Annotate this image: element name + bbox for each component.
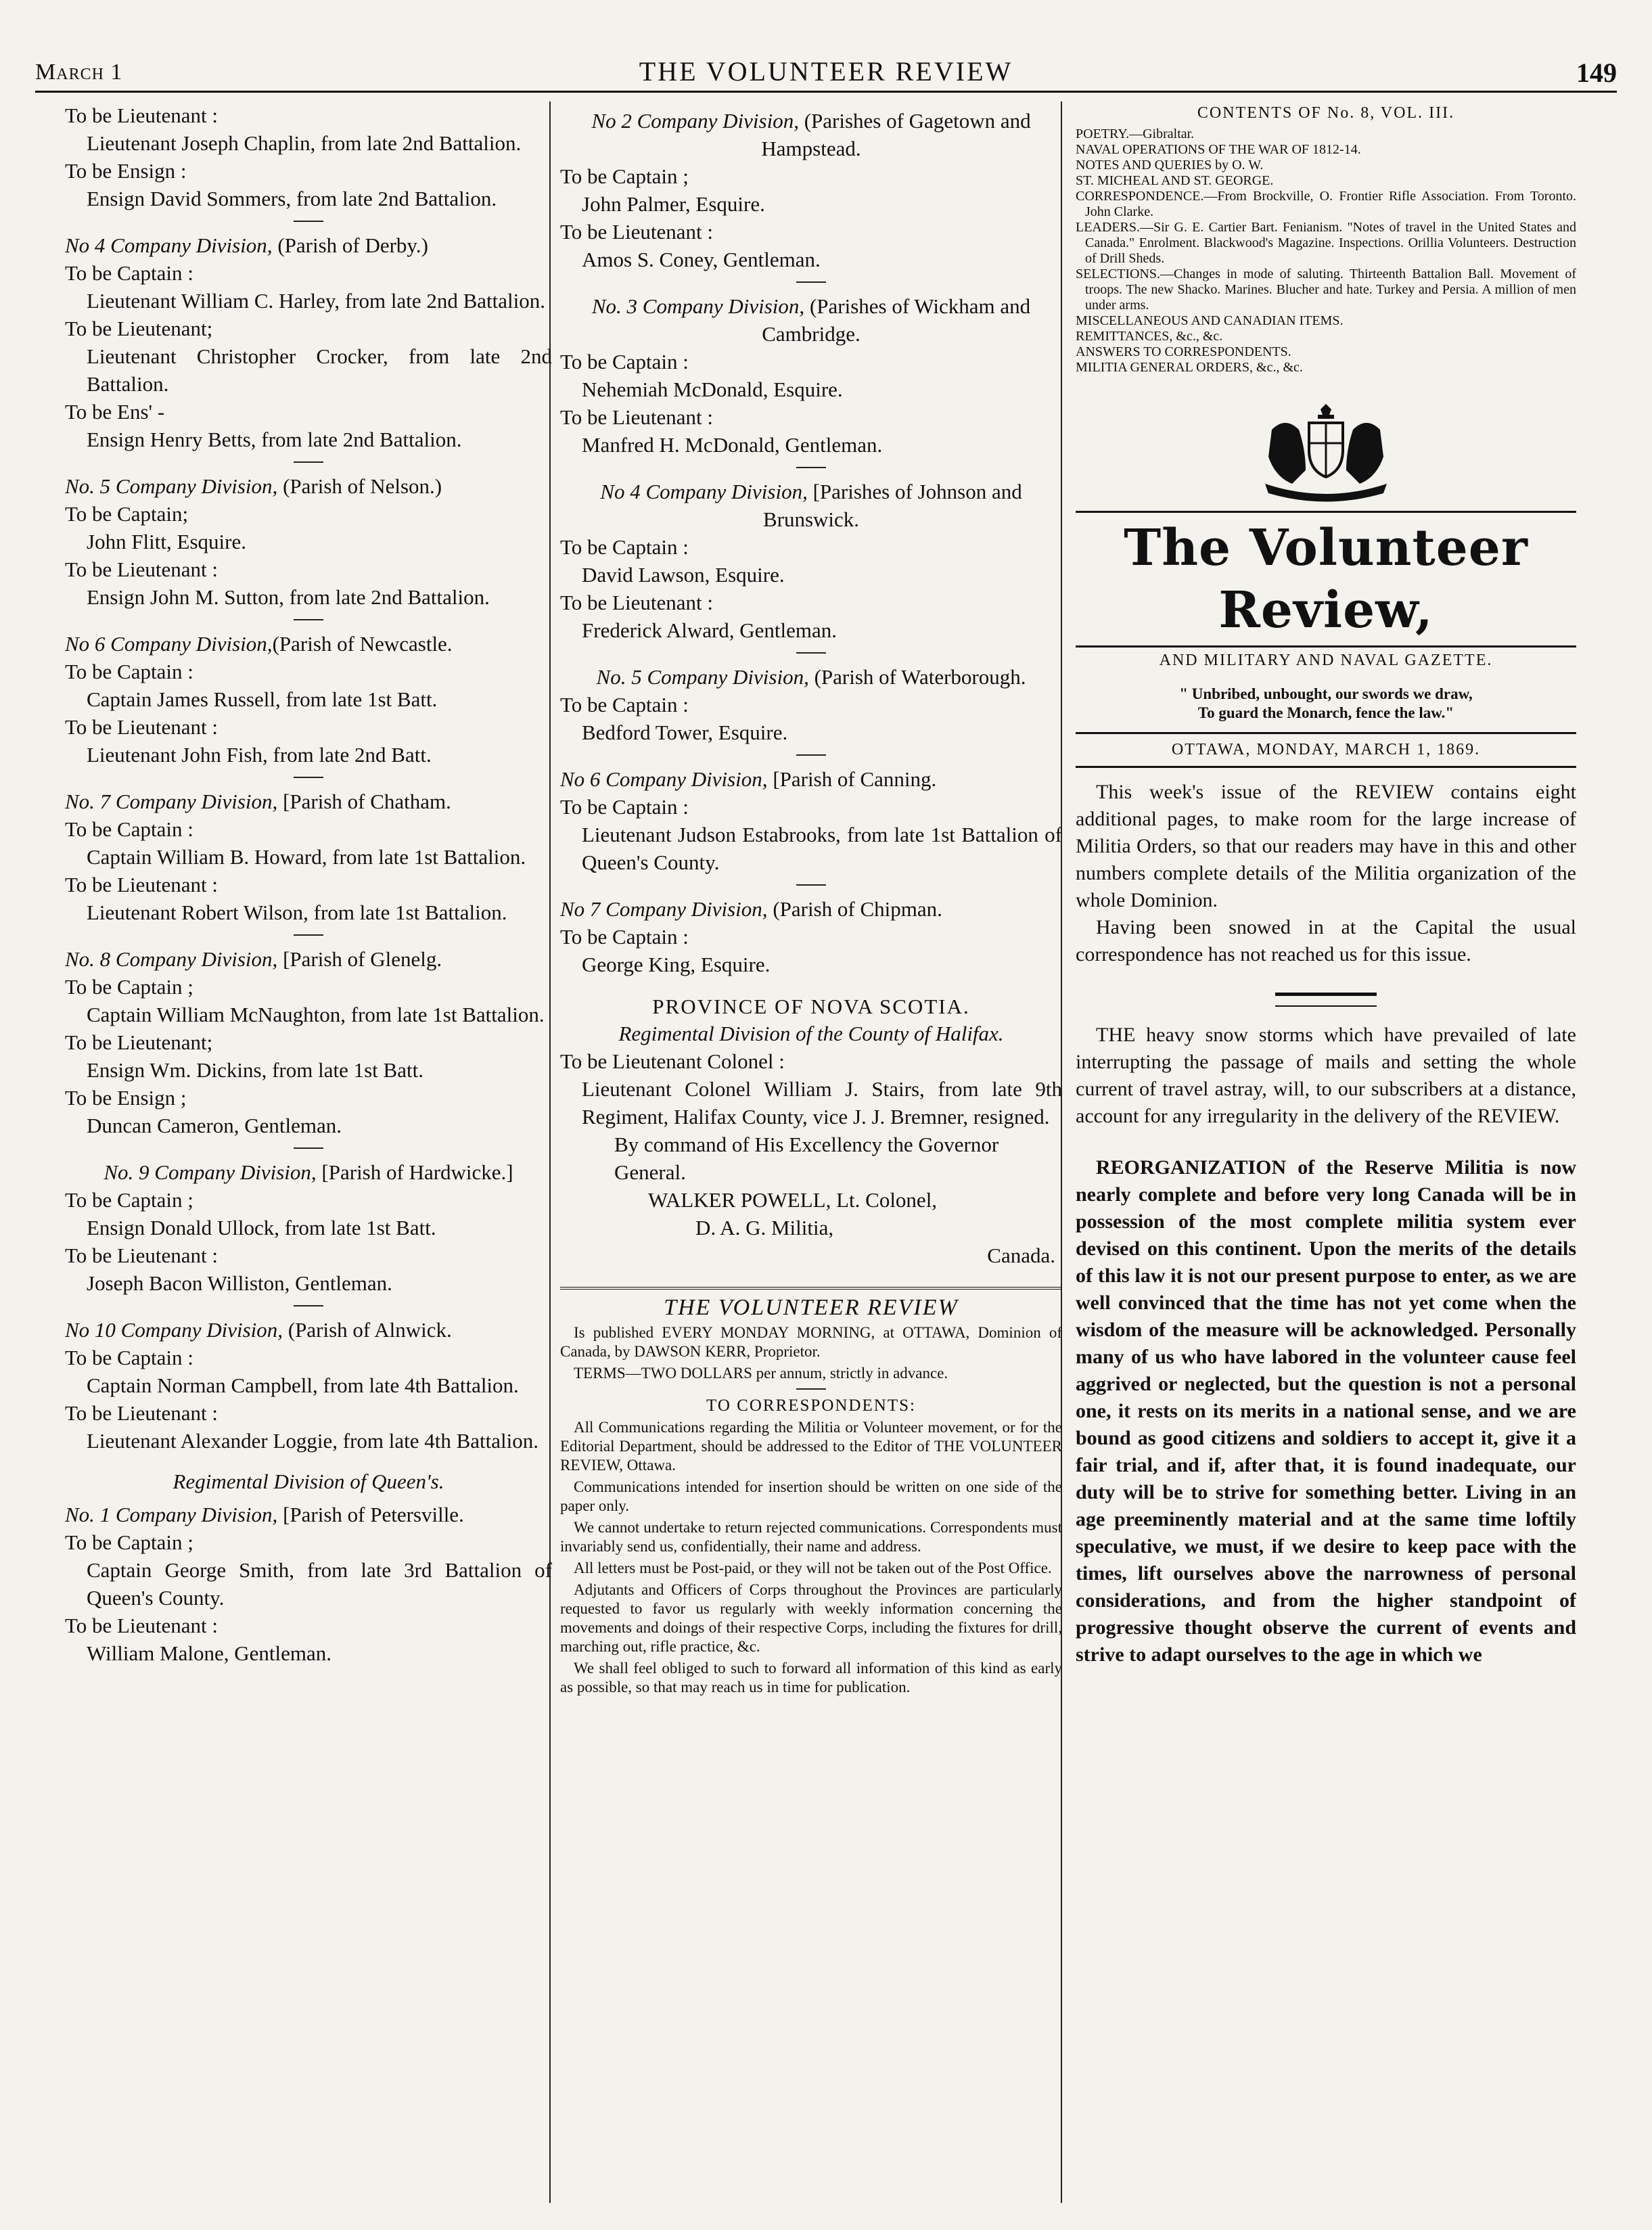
contents-item: MISCELLANEOUS AND CANADIAN ITEMS. — [1076, 313, 1344, 328]
division-heading: No 2 Company Division, (Parishes of Gagetown and Hampstead. — [591, 109, 1031, 160]
officer-name: Nehemiah McDonald, Esquire. — [582, 378, 843, 401]
division-heading: No. 5 Company Division, (Parish of Waterborough. — [596, 665, 1026, 689]
editorial-paragraph: REORGANIZATION of the Reserve Militia is now nearly complete and before very long Canada will be in possession of the most complete militia system ever devised on this continent. Upon the merits of the details of this law it is not our present purpose to enter, as we are well convinced that the time has not yet come when the wisdom of the measure will be acknowledged. Personally many of us who have labored in the volunteer cause feel aggrived or neglected, but the question is not a personal one, it rests on its merits in a national sense, and we are bound as good citizens and soldiers to accept it, give it a fair trial, and if, after that, it is found inadequate, our duty will be to strive for something better. Living in an age preeminently material and at the same time loftily speculative, we must, if we desire to keep pace with the times, lift ourselves above the narrowness of personal considerations, and from the higher standpoint of progressive thought observe the current of events and strive to adapt ourselves to the age in which we — [1076, 1156, 1576, 1666]
contents-item: REMITTANCES, &c., &c. — [1076, 329, 1223, 344]
contents-item: LEADERS.—Sir G. E. Cartier Bart. Fenianism. "Notes of travel in the United States and Canada." Enrolment. Blackwood's Magazine. Inspections. Orillia Volunteers. Destruction of Drill Sheds. — [1076, 220, 1576, 266]
corr-paragraph: Adjutants and Officers of Corps throughout the Provinces are particularly requested to favor us regularly with weekly information concerning the movements and doings of their respective Corps, including the fixtures for drill, marching out, rifle practice, &c. — [560, 1581, 1062, 1655]
rank-label: To be Captain : — [65, 817, 193, 841]
division-heading: No. 3 Company Division, (Parishes of Wickham and Cambridge. — [591, 294, 1031, 346]
officer-name: Ensign Henry Betts, from late 2nd Battalion. — [87, 428, 462, 451]
dateline: OTTAWA, MONDAY, MARCH 1, 1869. — [1171, 741, 1481, 758]
separator — [294, 1305, 323, 1306]
officer-name: Bedford Tower, Esquire. — [582, 721, 788, 744]
officer-name: Lieutenant William C. Harley, from late 2nd Battalion. — [87, 289, 545, 313]
contents-item: POETRY.—Gibraltar. — [1076, 127, 1195, 141]
rank-label: To be Lieutenant : — [560, 220, 713, 244]
officer-name: David Lawson, Esquire. — [582, 563, 785, 587]
separator — [294, 221, 323, 222]
officer-name: Lieutenant Judson Estabrooks, from late 1st Battalion of Queen's County. — [582, 823, 1062, 874]
rank-label: To be Lieutenant : — [65, 1244, 218, 1267]
officer-name: Captain George Smith, from late 3rd Battalion of Queen's County. — [87, 1558, 552, 1610]
officer-entry — [65, 101, 552, 212]
officer-name: Duncan Cameron, Gentleman. — [87, 1114, 342, 1137]
rank-label: To be Captain : — [65, 1346, 193, 1369]
officer-entry — [560, 923, 1062, 978]
officer-name: Lieutenant Alexander Loggie, from late 4th Battalion. — [87, 1429, 539, 1453]
correspondents-body — [560, 1418, 1062, 1697]
regimental-division-heading: Regimental Division of Queen's. — [173, 1470, 444, 1493]
corr-paragraph: We shall feel obliged to such to forward all information of this kind as early as possible, so that may reach us in time for publication. — [560, 1660, 1062, 1696]
separator — [294, 777, 323, 778]
editorial-text — [1076, 1022, 1576, 1130]
rank-label: To be Ens' - — [65, 400, 165, 424]
ornament-divider — [1275, 993, 1377, 1007]
contents-heading: CONTENTS OF No. 8, VOL. III. — [1197, 104, 1455, 122]
column-2 — [560, 101, 1062, 2203]
correspondents-heading: TO CORRESPONDENTS: — [706, 1396, 916, 1415]
rank-label: To be Captain; — [65, 502, 189, 526]
coat-of-arms-icon — [1245, 403, 1407, 504]
rank-label: To be Captain : — [560, 535, 689, 559]
masthead-rule — [1076, 732, 1576, 734]
signature-block — [560, 1131, 1062, 1269]
contents-item: CORRESPONDENCE.—From Brockville, O. Frontier Rifle Association. From Toronto. John Clarke. — [1076, 189, 1576, 219]
rank-label: To be Captain : — [560, 350, 689, 373]
separator — [796, 754, 826, 756]
separator — [796, 884, 826, 886]
motto-line: " Unbribed, unbought, our swords we draw, — [1179, 685, 1473, 702]
rank-label: To be Lieutenant : — [65, 873, 218, 896]
officer-name: Lieutenant Robert Wilson, from late 1st Battalion. — [87, 901, 507, 924]
division-heading: No 10 Company Division, (Parish of Alnwick. — [65, 1318, 452, 1342]
rank-label: To be Ensign ; — [65, 1086, 187, 1110]
division-heading: No. 9 Company Division, [Parish of Hardwicke.] — [104, 1160, 513, 1184]
signatory-title: D. A. G. Militia, — [695, 1216, 834, 1239]
running-head — [35, 53, 1617, 93]
officer-name: Captain Norman Campbell, from late 4th Battalion. — [87, 1373, 519, 1397]
contents-item: SELECTIONS.—Changes in mode of saluting. Thirteenth Battalion Ball. Movement of troops. The new Shacko. Marines. Blucher and hate. Turkey and Persia. A million of men under arms. — [1076, 267, 1576, 313]
officer-name: Lieutenant Joseph Chaplin, from late 2nd Battalion. — [87, 131, 522, 155]
editorial-paragraph: This week's issue of the REVIEW contains eight additional pages, to make room for the large increase of Militia Orders, so that our readers may have in this and other numbers complete details of the Militia organization of the whole Dominion. — [1076, 781, 1576, 911]
officer-name: John Palmer, Esquire. — [582, 192, 765, 216]
rank-label: To be Lieutenant Colonel : — [560, 1049, 785, 1073]
notice-body — [560, 1323, 1062, 1383]
division-heading: No 7 Company Division, (Parish of Chipman. — [560, 897, 942, 921]
page-title: THE VOLUNTEER REVIEW — [639, 56, 1013, 87]
corr-paragraph: Communications intended for insertion should be written on one side of the paper only. — [560, 1478, 1062, 1514]
regimental-division-heading: Regimental Division of the County of Halifax. — [618, 1022, 1004, 1045]
officer-name: Captain William B. Howard, from late 1st Battalion. — [87, 845, 526, 869]
separator — [294, 1147, 323, 1149]
separator — [294, 619, 323, 620]
corr-paragraph: We cannot undertake to return rejected communications. Correspondents must invariably send us, confidentially, their name and address. — [560, 1519, 1062, 1555]
officer-entry — [65, 1528, 552, 1667]
rank-label: To be Captain ; — [65, 1530, 193, 1554]
officer-name: Captain James Russell, from late 1st Batt. — [87, 687, 438, 711]
officer-name: Captain William McNaughton, from late 1st Battalion. — [87, 1003, 545, 1026]
rank-label: To be Lieutenant : — [65, 1401, 218, 1425]
separator — [796, 467, 826, 468]
rank-label: To be Captain : — [560, 795, 689, 819]
masthead-title: The Volunteer Review, — [1124, 519, 1528, 639]
officer-name: Manfred H. McDonald, Gentleman. — [582, 433, 883, 457]
notice-terms: TERMS—TWO DOLLARS per annum, strictly in advance. — [574, 1365, 948, 1382]
rank-label: To be Lieutenant; — [65, 1030, 213, 1054]
column-3 — [1076, 101, 1576, 2203]
rank-label: To be Lieutenant : — [560, 591, 713, 614]
officer-entry — [560, 793, 1062, 876]
rank-label: To be Captain : — [560, 693, 689, 716]
officer-name: Frederick Alward, Gentleman. — [582, 618, 838, 642]
officer-entry — [560, 162, 1062, 273]
division-heading: No 6 Company Division,(Parish of Newcastle. — [65, 632, 453, 656]
officer-name: John Flitt, Esquire. — [87, 530, 246, 553]
division-heading: No. 1 Company Division, [Parish of Petersville. — [65, 1503, 464, 1526]
command-line: By command of His Excellency the Governor General. — [614, 1133, 999, 1184]
officer-name: Lieutenant Colonel William J. Stairs, from late 9th Regiment, Halifax County, vice J. J. Bremner, resigned. — [582, 1077, 1062, 1129]
officer-name: Amos S. Coney, Gentleman. — [582, 248, 821, 271]
officer-name: Ensign John M. Sutton, from late 2nd Battalion. — [87, 585, 490, 609]
rank-label: To be Lieutenant : — [65, 558, 218, 581]
contents-item: ST. MICHEAL AND ST. GEORGE. — [1076, 173, 1274, 188]
officer-entry — [560, 691, 1062, 746]
rank-label: To be Lieutenant : — [65, 104, 218, 127]
masthead-rule — [1076, 511, 1576, 513]
contents-list — [1076, 127, 1576, 376]
rank-label: To be Lieutenant : — [65, 715, 218, 739]
officer-entry — [560, 533, 1062, 644]
contents-item: ANSWERS TO CORRESPONDENTS. — [1076, 344, 1291, 359]
editorial-text — [1076, 1154, 1576, 1668]
motto-line: To guard the Monarch, fence the law." — [1197, 704, 1454, 721]
officer-name: Ensign Wm. Dickins, from late 1st Batt. — [87, 1058, 423, 1082]
rank-label: To be Lieutenant; — [65, 317, 213, 340]
province-heading: PROVINCE OF NOVA SCOTIA. — [652, 995, 970, 1018]
separator — [796, 652, 826, 654]
contents-item: NOTES AND QUERIES by O. W. — [1076, 158, 1264, 173]
contents-item: MILITIA GENERAL ORDERS, &c., &c. — [1076, 360, 1303, 375]
publication-notice — [560, 1287, 1062, 1697]
officer-name: Lieutenant John Fish, from late 2nd Batt. — [87, 743, 432, 767]
corr-paragraph: All letters must be Post-paid, or they will not be taken out of the Post Office. — [574, 1560, 1052, 1576]
officer-entry — [65, 1186, 552, 1297]
officer-entry — [560, 1047, 1062, 1131]
officer-entry — [65, 1344, 552, 1455]
rank-label: To be Captain ; — [65, 1188, 193, 1212]
corr-paragraph: All Communications regarding the Militia or Volunteer movement, or for the Editorial Department, should be addressed to the Editor of THE VOLUNTEER REVIEW, Ottawa. — [560, 1419, 1062, 1474]
spacer — [1076, 1130, 1576, 1154]
division-heading: No 4 Company Division, (Parish of Derby.) — [65, 233, 428, 257]
notice-title: THE VOLUNTEER REVIEW — [664, 1295, 959, 1320]
editorial-paragraph: THE heavy snow storms which have prevailed of late interrupting the passage of mails and setting the whole current of travel astray, will, to our subscribers at a distance, account for any irregularity in the delivery of the REVIEW. — [1076, 1024, 1576, 1127]
division-heading: No 4 Company Division, [Parishes of Johnson and Brunswick. — [600, 480, 1022, 531]
officer-entry — [65, 815, 552, 926]
motto — [1076, 685, 1576, 723]
signatory-place: Canada. — [987, 1244, 1055, 1267]
rank-label: To be Ensign : — [65, 159, 187, 183]
separator — [796, 281, 826, 283]
editorial-text — [1076, 779, 1576, 968]
masthead-rule — [1076, 766, 1576, 768]
page-number: 149 — [1576, 58, 1617, 88]
officer-name: George King, Esquire. — [582, 953, 771, 976]
officer-entry — [65, 973, 552, 1139]
rank-label: To be Lieutenant : — [560, 405, 713, 429]
signatory-name: WALKER POWELL, Lt. Colonel, — [648, 1188, 938, 1212]
officer-entry — [65, 500, 552, 611]
rank-label: To be Captain : — [65, 660, 193, 683]
separator — [294, 934, 323, 936]
separator — [796, 1388, 826, 1390]
masthead-subtitle: AND MILITARY AND NAVAL GAZETTE. — [1159, 652, 1493, 669]
officer-name: Ensign Donald Ullock, from late 1st Batt. — [87, 1216, 436, 1239]
rank-label: To be Captain ; — [560, 164, 689, 188]
editorial-paragraph: Having been snowed in at the Capital the usual correspondence has not reached us for this issue. — [1076, 916, 1576, 965]
notice-published: Is published EVERY MONDAY MORNING, at OTTAWA, Dominion of Canada, by DAWSON KERR, Proprietor. — [560, 1324, 1062, 1360]
division-heading: No. 7 Company Division, [Parish of Chatham. — [65, 790, 451, 813]
rank-label: To be Lieutenant : — [65, 1614, 218, 1637]
officer-name: Lieutenant Christopher Crocker, from late 2nd Battalion. — [87, 344, 552, 396]
column-1 — [65, 101, 552, 2203]
page-date: March 1 — [35, 60, 123, 85]
officer-entry — [560, 348, 1062, 459]
masthead-rule — [1076, 645, 1576, 647]
officer-name: Joseph Bacon Williston, Gentleman. — [87, 1271, 392, 1295]
officer-name: William Malone, Gentleman. — [87, 1641, 332, 1665]
officer-name: Ensign David Sommers, from late 2nd Battalion. — [87, 187, 497, 210]
separator — [294, 461, 323, 463]
rank-label: To be Captain : — [560, 925, 689, 949]
contents-item: NAVAL OPERATIONS OF THE WAR OF 1812-14. — [1076, 142, 1361, 157]
rank-label: To be Captain : — [65, 261, 193, 285]
division-heading: No. 8 Company Division, [Parish of Glenelg. — [65, 947, 442, 971]
rank-label: To be Captain ; — [65, 975, 193, 999]
division-heading: No. 5 Company Division, (Parish of Nelson.) — [65, 474, 442, 498]
division-heading: No 6 Company Division, [Parish of Canning. — [560, 767, 937, 791]
officer-entry — [65, 259, 552, 453]
officer-entry — [65, 658, 552, 769]
